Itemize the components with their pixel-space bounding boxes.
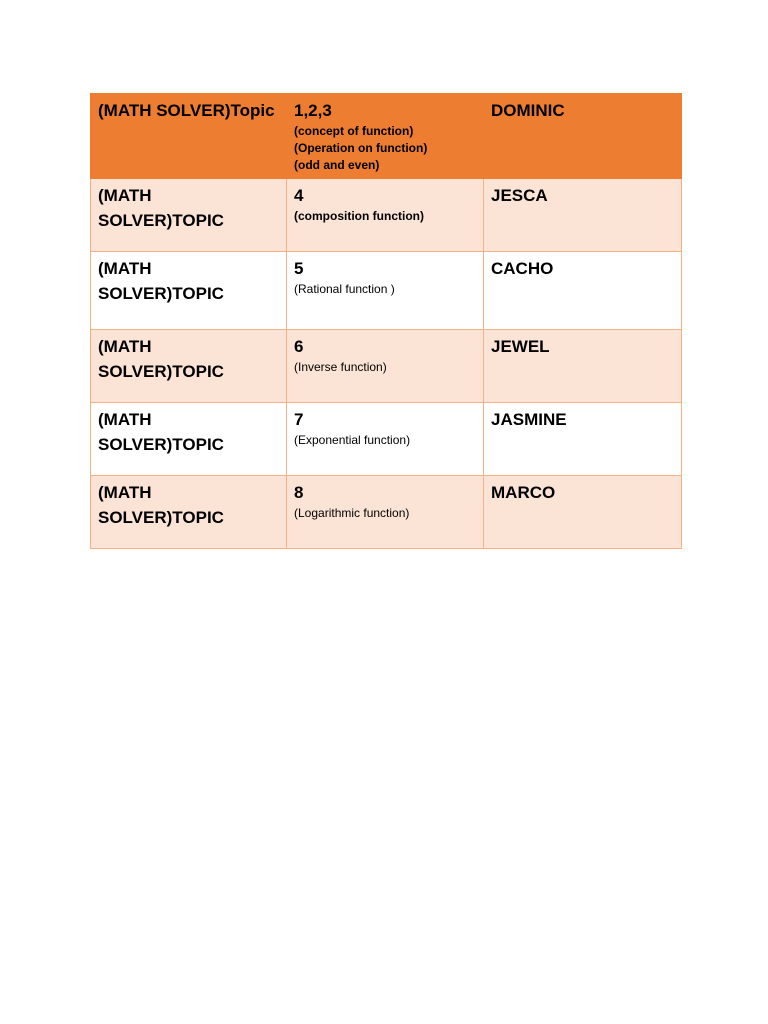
assignee-name: JEWEL: [491, 337, 550, 356]
assignee-name: JASMINE: [491, 410, 567, 429]
topic-assignment-table: [90, 93, 682, 549]
table-cell: [484, 476, 682, 549]
topic-description: (Rational function ): [294, 282, 395, 296]
assignee-name: DOMINIC: [491, 101, 565, 120]
table-cell: [91, 476, 287, 549]
table-cell: [91, 179, 287, 252]
table-row: [91, 179, 682, 252]
table-cell: [287, 94, 484, 179]
topic-description: (odd and even): [294, 158, 380, 172]
table-cell: [287, 179, 484, 252]
table-row: [91, 252, 682, 330]
table-cell: [91, 252, 287, 330]
table-cell: [287, 403, 484, 476]
topic-description: (Logarithmic function): [294, 506, 410, 520]
table-cell: [484, 179, 682, 252]
topic-number: 7: [294, 410, 304, 429]
assignee-name: JESCA: [491, 186, 548, 205]
table-cell: [287, 252, 484, 330]
table-header-row: [91, 94, 682, 179]
topic-description: (concept of function): [294, 124, 414, 138]
table-cell: [287, 476, 484, 549]
topic-description: (Operation on function): [294, 141, 428, 155]
table-cell: [484, 252, 682, 330]
assignee-name: MARCO: [491, 483, 556, 502]
topic-number: 1,2,3: [294, 101, 332, 120]
table-row: [91, 403, 682, 476]
assignee-name: CACHO: [491, 259, 554, 278]
topic-number: 5: [294, 259, 304, 278]
topic-label: (MATH SOLVER)TOPIC: [98, 483, 224, 527]
table-cell: [91, 94, 287, 179]
table-cell: [484, 403, 682, 476]
table-cell: [484, 94, 682, 179]
topic-label: (MATH SOLVER)TOPIC: [98, 410, 224, 454]
topic-number: 8: [294, 483, 304, 502]
table-cell: [91, 403, 287, 476]
topic-description: (composition function): [294, 209, 424, 223]
topic-label: (MATH SOLVER)TOPIC: [98, 337, 224, 381]
table-cell: [287, 330, 484, 403]
topic-description: (Exponential function): [294, 433, 411, 447]
table-cell: [484, 330, 682, 403]
topic-label: (MATH SOLVER)TOPIC: [98, 259, 224, 303]
table-row: [91, 330, 682, 403]
topic-number: 4: [294, 186, 304, 205]
topic-label: (MATH SOLVER)TOPIC: [98, 186, 224, 230]
table-row: [91, 476, 682, 549]
topic-description: (Inverse function): [294, 360, 387, 374]
topic-number: 6: [294, 337, 304, 356]
topic-label: (MATH SOLVER)Topic: [98, 101, 275, 120]
table-cell: [91, 330, 287, 403]
